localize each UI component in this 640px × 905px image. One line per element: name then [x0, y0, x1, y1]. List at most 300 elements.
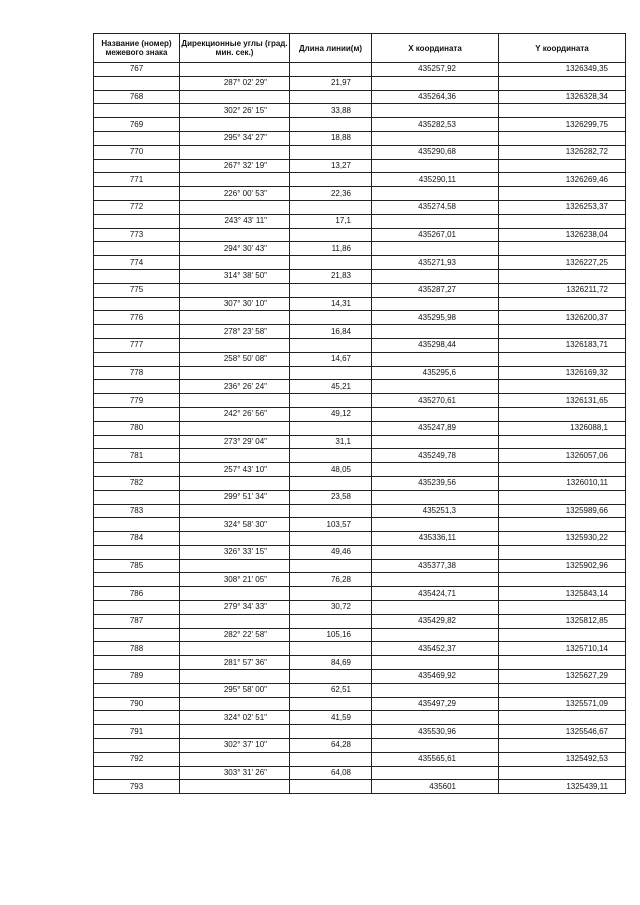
direction-angle: 243° 43' 11"	[180, 214, 290, 228]
direction-angle: 278° 23' 58"	[180, 325, 290, 339]
empty-cell	[372, 242, 499, 256]
empty-cell	[372, 269, 499, 283]
y-coordinate: 1325710,14	[499, 642, 626, 656]
line-length: 76,28	[290, 573, 372, 587]
direction-angle: 295° 58' 00"	[180, 683, 290, 697]
empty-cell	[499, 463, 626, 477]
y-coordinate: 1325902,96	[499, 559, 626, 573]
x-coordinate: 435295,6	[372, 366, 499, 380]
line-length: 16,84	[290, 325, 372, 339]
header-direction-angle: Дирекционные углы (град. мин. сек.)	[180, 34, 290, 63]
y-coordinate: 1325439,11	[499, 780, 626, 794]
line-length: 11,86	[290, 242, 372, 256]
empty-cell	[372, 214, 499, 228]
empty-cell	[94, 490, 180, 504]
empty-cell	[94, 297, 180, 311]
empty-cell	[372, 407, 499, 421]
empty-cell	[372, 766, 499, 780]
y-coordinate: 1326328,34	[499, 90, 626, 104]
empty-cell	[499, 297, 626, 311]
empty-cell	[180, 449, 290, 463]
point-name: 789	[94, 670, 180, 684]
empty-cell	[290, 670, 372, 684]
point-row	[94, 725, 626, 739]
x-coordinate: 435336,11	[372, 532, 499, 546]
header-line-length: Длина линии(м)	[290, 34, 372, 63]
point-name: 772	[94, 200, 180, 214]
point-name: 784	[94, 532, 180, 546]
direction-angle: 308° 21' 05"	[180, 573, 290, 587]
direction-angle: 303° 31' 26"	[180, 766, 290, 780]
x-coordinate: 435429,82	[372, 614, 499, 628]
empty-cell	[290, 311, 372, 325]
empty-cell	[94, 214, 180, 228]
line-length: 84,69	[290, 656, 372, 670]
y-coordinate: 1326183,71	[499, 338, 626, 352]
direction-angle: 258° 50' 08"	[180, 352, 290, 366]
line-length: 103,57	[290, 518, 372, 532]
segment-row	[94, 380, 626, 394]
empty-cell	[94, 463, 180, 477]
direction-angle: 326° 33' 15"	[180, 545, 290, 559]
x-coordinate: 435565,61	[372, 752, 499, 766]
direction-angle: 302° 37' 10"	[180, 739, 290, 753]
empty-cell	[372, 683, 499, 697]
empty-cell	[180, 256, 290, 270]
direction-angle: 314° 38' 50"	[180, 269, 290, 283]
empty-cell	[499, 545, 626, 559]
empty-cell	[372, 352, 499, 366]
empty-cell	[290, 118, 372, 132]
empty-cell	[372, 711, 499, 725]
x-coordinate: 435298,44	[372, 338, 499, 352]
empty-cell	[180, 752, 290, 766]
empty-cell	[372, 656, 499, 670]
direction-angle: 324° 58' 30"	[180, 518, 290, 532]
empty-cell	[180, 725, 290, 739]
y-coordinate: 1326131,65	[499, 394, 626, 408]
empty-cell	[290, 173, 372, 187]
segment-row	[94, 352, 626, 366]
x-coordinate: 435469,92	[372, 670, 499, 684]
empty-cell	[290, 559, 372, 573]
segment-row	[94, 104, 626, 118]
empty-cell	[290, 449, 372, 463]
point-name: 790	[94, 697, 180, 711]
segment-row	[94, 76, 626, 90]
point-name: 781	[94, 449, 180, 463]
segment-row	[94, 325, 626, 339]
empty-cell	[180, 642, 290, 656]
direction-angle: 299° 51' 34"	[180, 490, 290, 504]
direction-angle: 307° 30' 10"	[180, 297, 290, 311]
empty-cell	[94, 545, 180, 559]
y-coordinate: 1325546,67	[499, 725, 626, 739]
point-name: 780	[94, 421, 180, 435]
point-row	[94, 256, 626, 270]
x-coordinate: 435239,56	[372, 476, 499, 490]
line-length: 14,31	[290, 297, 372, 311]
point-row	[94, 449, 626, 463]
segment-row	[94, 242, 626, 256]
y-coordinate: 1326200,37	[499, 311, 626, 325]
segment-row	[94, 545, 626, 559]
empty-cell	[499, 766, 626, 780]
direction-angle: 287° 02' 29"	[180, 76, 290, 90]
line-length: 30,72	[290, 601, 372, 615]
point-row	[94, 311, 626, 325]
segment-row	[94, 601, 626, 615]
empty-cell	[180, 118, 290, 132]
empty-cell	[372, 739, 499, 753]
y-coordinate: 1326299,75	[499, 118, 626, 132]
segment-row	[94, 656, 626, 670]
empty-cell	[180, 283, 290, 297]
point-name: 775	[94, 283, 180, 297]
x-coordinate: 435270,61	[372, 394, 499, 408]
point-row	[94, 670, 626, 684]
x-coordinate: 435274,58	[372, 200, 499, 214]
empty-cell	[290, 366, 372, 380]
line-length: 22,36	[290, 187, 372, 201]
empty-cell	[372, 545, 499, 559]
empty-cell	[180, 559, 290, 573]
empty-cell	[180, 366, 290, 380]
x-coordinate: 435249,78	[372, 449, 499, 463]
empty-cell	[290, 725, 372, 739]
x-coordinate: 435271,93	[372, 256, 499, 270]
point-row	[94, 780, 626, 794]
empty-cell	[290, 283, 372, 297]
empty-cell	[94, 711, 180, 725]
line-length: 48,05	[290, 463, 372, 477]
y-coordinate: 1325989,66	[499, 504, 626, 518]
empty-cell	[372, 380, 499, 394]
empty-cell	[499, 739, 626, 753]
y-coordinate: 1326253,37	[499, 200, 626, 214]
empty-cell	[94, 628, 180, 642]
coordinates-table	[93, 33, 626, 794]
point-name: 778	[94, 366, 180, 380]
empty-cell	[372, 187, 499, 201]
empty-cell	[499, 656, 626, 670]
header-x-coordinate: X координата	[372, 34, 499, 63]
line-length: 105,16	[290, 628, 372, 642]
point-name: 787	[94, 614, 180, 628]
empty-cell	[372, 463, 499, 477]
empty-cell	[499, 711, 626, 725]
empty-cell	[290, 780, 372, 794]
empty-cell	[290, 587, 372, 601]
empty-cell	[180, 504, 290, 518]
empty-cell	[94, 269, 180, 283]
point-row	[94, 421, 626, 435]
point-row	[94, 145, 626, 159]
empty-cell	[499, 76, 626, 90]
table-body	[94, 63, 626, 794]
empty-cell	[290, 394, 372, 408]
empty-cell	[180, 780, 290, 794]
empty-cell	[94, 407, 180, 421]
point-row	[94, 90, 626, 104]
line-length: 64,08	[290, 766, 372, 780]
empty-cell	[290, 504, 372, 518]
empty-cell	[290, 256, 372, 270]
direction-angle: 295° 34' 27"	[180, 131, 290, 145]
y-coordinate: 1326010,11	[499, 476, 626, 490]
empty-cell	[94, 380, 180, 394]
table-header-row	[94, 34, 626, 63]
y-coordinate: 1326057,06	[499, 449, 626, 463]
point-name: 785	[94, 559, 180, 573]
x-coordinate: 435257,92	[372, 63, 499, 77]
point-name: 786	[94, 587, 180, 601]
x-coordinate: 435452,37	[372, 642, 499, 656]
empty-cell	[290, 90, 372, 104]
empty-cell	[290, 200, 372, 214]
point-name: 792	[94, 752, 180, 766]
header-point-name: Название (номер) межевого знака	[94, 34, 180, 63]
line-length: 49,46	[290, 545, 372, 559]
direction-angle: 294° 30' 43"	[180, 242, 290, 256]
line-length: 21,97	[290, 76, 372, 90]
empty-cell	[94, 518, 180, 532]
y-coordinate: 1326238,04	[499, 228, 626, 242]
direction-angle: 273° 29' 04"	[180, 435, 290, 449]
segment-row	[94, 683, 626, 697]
empty-cell	[94, 352, 180, 366]
boundary-coordinates-sheet	[93, 33, 625, 794]
line-length: 18,88	[290, 131, 372, 145]
line-length: 45,21	[290, 380, 372, 394]
empty-cell	[372, 490, 499, 504]
point-name: 783	[94, 504, 180, 518]
point-row	[94, 394, 626, 408]
empty-cell	[499, 628, 626, 642]
empty-cell	[180, 173, 290, 187]
empty-cell	[94, 104, 180, 118]
empty-cell	[290, 338, 372, 352]
header-y-coordinate: Y координата	[499, 34, 626, 63]
point-name: 776	[94, 311, 180, 325]
x-coordinate: 435424,71	[372, 587, 499, 601]
direction-angle: 282° 22' 58"	[180, 628, 290, 642]
empty-cell	[94, 435, 180, 449]
line-length: 41,59	[290, 711, 372, 725]
x-coordinate: 435247,89	[372, 421, 499, 435]
empty-cell	[94, 739, 180, 753]
empty-cell	[372, 325, 499, 339]
x-coordinate: 435282,53	[372, 118, 499, 132]
x-coordinate: 435264,36	[372, 90, 499, 104]
line-length: 31,1	[290, 435, 372, 449]
empty-cell	[372, 435, 499, 449]
y-coordinate: 1325930,22	[499, 532, 626, 546]
empty-cell	[180, 90, 290, 104]
segment-row	[94, 490, 626, 504]
point-name: 782	[94, 476, 180, 490]
empty-cell	[499, 518, 626, 532]
empty-cell	[499, 242, 626, 256]
empty-cell	[180, 145, 290, 159]
point-name: 779	[94, 394, 180, 408]
empty-cell	[499, 683, 626, 697]
empty-cell	[180, 421, 290, 435]
empty-cell	[180, 394, 290, 408]
empty-cell	[372, 159, 499, 173]
point-row	[94, 118, 626, 132]
empty-cell	[94, 656, 180, 670]
y-coordinate: 1325812,85	[499, 614, 626, 628]
x-coordinate: 435251,3	[372, 504, 499, 518]
x-coordinate: 435290,68	[372, 145, 499, 159]
point-row	[94, 697, 626, 711]
point-name: 771	[94, 173, 180, 187]
empty-cell	[180, 670, 290, 684]
direction-angle: 242° 26' 56"	[180, 407, 290, 421]
empty-cell	[372, 297, 499, 311]
empty-cell	[290, 642, 372, 656]
y-coordinate: 1326282,72	[499, 145, 626, 159]
empty-cell	[290, 697, 372, 711]
point-row	[94, 366, 626, 380]
segment-row	[94, 573, 626, 587]
point-name: 774	[94, 256, 180, 270]
y-coordinate: 1325843,14	[499, 587, 626, 601]
point-row	[94, 63, 626, 77]
y-coordinate: 1326349,35	[499, 63, 626, 77]
empty-cell	[372, 104, 499, 118]
y-coordinate: 1325492,53	[499, 752, 626, 766]
segment-row	[94, 739, 626, 753]
empty-cell	[180, 697, 290, 711]
x-coordinate: 435377,38	[372, 559, 499, 573]
point-row	[94, 338, 626, 352]
empty-cell	[180, 587, 290, 601]
line-length: 14,67	[290, 352, 372, 366]
segment-row	[94, 463, 626, 477]
segment-row	[94, 187, 626, 201]
direction-angle: 226° 00' 53"	[180, 187, 290, 201]
empty-cell	[94, 766, 180, 780]
empty-cell	[499, 104, 626, 118]
point-row	[94, 200, 626, 214]
line-length: 13,27	[290, 159, 372, 173]
point-name: 770	[94, 145, 180, 159]
point-row	[94, 614, 626, 628]
empty-cell	[372, 131, 499, 145]
empty-cell	[499, 159, 626, 173]
empty-cell	[290, 145, 372, 159]
line-length: 21,83	[290, 269, 372, 283]
empty-cell	[180, 228, 290, 242]
point-row	[94, 283, 626, 297]
segment-row	[94, 269, 626, 283]
empty-cell	[290, 228, 372, 242]
empty-cell	[94, 325, 180, 339]
line-length: 49,12	[290, 407, 372, 421]
point-row	[94, 587, 626, 601]
x-coordinate: 435290,11	[372, 173, 499, 187]
empty-cell	[499, 269, 626, 283]
direction-angle: 302° 26' 15"	[180, 104, 290, 118]
line-length: 33,88	[290, 104, 372, 118]
point-row	[94, 476, 626, 490]
x-coordinate: 435601	[372, 780, 499, 794]
empty-cell	[499, 435, 626, 449]
point-name: 773	[94, 228, 180, 242]
empty-cell	[499, 573, 626, 587]
empty-cell	[499, 214, 626, 228]
y-coordinate: 1326227,25	[499, 256, 626, 270]
point-row	[94, 752, 626, 766]
empty-cell	[94, 131, 180, 145]
empty-cell	[180, 476, 290, 490]
empty-cell	[499, 490, 626, 504]
line-length: 64,28	[290, 739, 372, 753]
empty-cell	[290, 752, 372, 766]
segment-row	[94, 407, 626, 421]
empty-cell	[180, 338, 290, 352]
segment-row	[94, 131, 626, 145]
point-name: 768	[94, 90, 180, 104]
empty-cell	[372, 518, 499, 532]
y-coordinate: 1325627,29	[499, 670, 626, 684]
line-length: 23,58	[290, 490, 372, 504]
empty-cell	[290, 63, 372, 77]
y-coordinate: 1326211,72	[499, 283, 626, 297]
empty-cell	[180, 63, 290, 77]
empty-cell	[94, 76, 180, 90]
segment-row	[94, 518, 626, 532]
point-name: 788	[94, 642, 180, 656]
segment-row	[94, 711, 626, 725]
empty-cell	[180, 200, 290, 214]
point-name: 791	[94, 725, 180, 739]
segment-row	[94, 628, 626, 642]
segment-row	[94, 766, 626, 780]
x-coordinate: 435530,96	[372, 725, 499, 739]
x-coordinate: 435287,27	[372, 283, 499, 297]
segment-row	[94, 297, 626, 311]
empty-cell	[180, 311, 290, 325]
empty-cell	[290, 476, 372, 490]
empty-cell	[94, 601, 180, 615]
direction-angle: 257° 43' 10"	[180, 463, 290, 477]
point-row	[94, 642, 626, 656]
direction-angle: 324° 02' 51"	[180, 711, 290, 725]
empty-cell	[180, 614, 290, 628]
point-row	[94, 504, 626, 518]
point-name: 777	[94, 338, 180, 352]
empty-cell	[372, 573, 499, 587]
segment-row	[94, 435, 626, 449]
x-coordinate: 435295,98	[372, 311, 499, 325]
y-coordinate: 1326088,1	[499, 421, 626, 435]
empty-cell	[499, 407, 626, 421]
direction-angle: 279° 34' 33"	[180, 601, 290, 615]
point-name: 769	[94, 118, 180, 132]
segment-row	[94, 214, 626, 228]
empty-cell	[94, 683, 180, 697]
empty-cell	[499, 325, 626, 339]
point-row	[94, 173, 626, 187]
empty-cell	[94, 573, 180, 587]
direction-angle: 236° 26' 24"	[180, 380, 290, 394]
direction-angle: 267° 32' 19"	[180, 159, 290, 173]
point-row	[94, 532, 626, 546]
direction-angle: 281° 57' 36"	[180, 656, 290, 670]
